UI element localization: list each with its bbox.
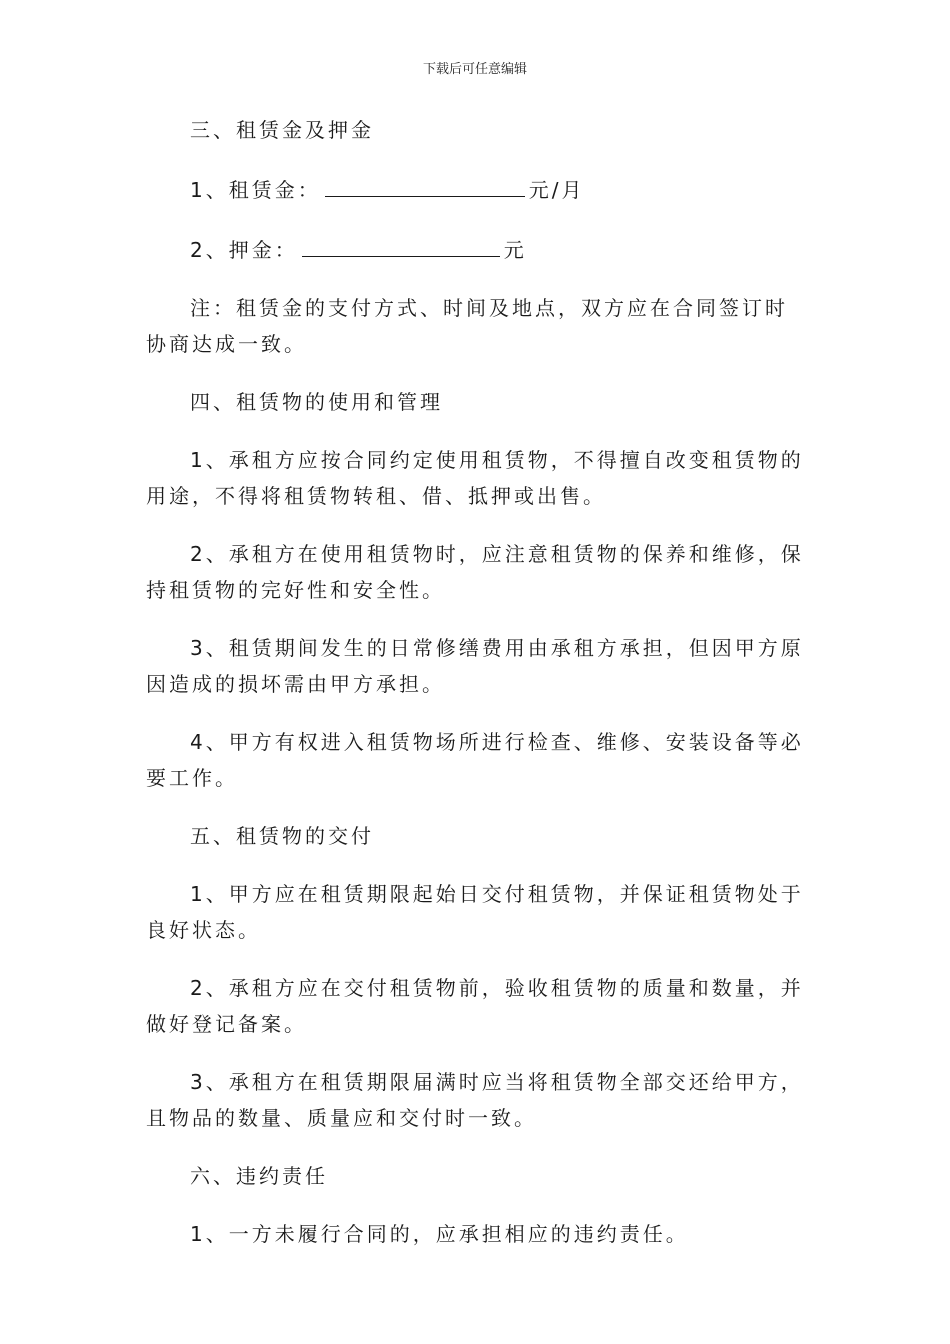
deposit-line — [146, 230, 808, 268]
section-title-rent-deposit: 三、租赁金及押金 — [190, 118, 374, 142]
rent-unit: 元/月 — [528, 178, 585, 202]
section-title-liability: 六、违约责任 — [190, 1164, 328, 1188]
clause-4-2: 2、承租方在使用租赁物时，应注意租赁物的保养和维修，保持租赁物的完好性和安全性。 — [146, 542, 804, 602]
clause-5-1: 1、甲方应在租赁期限起始日交付租赁物，并保证租赁物处于良好状态。 — [146, 882, 804, 942]
rent-amount-blank[interactable] — [325, 170, 525, 197]
rent-label: 1、租赁金： — [190, 178, 321, 202]
clause-6-1: 1、一方未履行合同的，应承担相应的违约责任。 — [190, 1222, 689, 1246]
document-body — [146, 112, 808, 1274]
clause-4-1: 1、承租方应按合同约定使用租赁物，不得擅自改变租赁物的用途，不得将租赁物转租、借、抵押或出售。 — [146, 448, 804, 508]
header-note: 下载后可任意编辑 — [422, 62, 527, 77]
clause-5-2: 2、承租方应在交付租赁物前，验收租赁物的质量和数量，并做好登记备案。 — [146, 976, 804, 1036]
section-title-delivery: 五、租赁物的交付 — [190, 824, 374, 848]
rent-line — [146, 170, 808, 208]
deposit-label: 2、押金： — [190, 238, 298, 262]
clause-4-3: 3、租赁期间发生的日常修缮费用由承租方承担，但因甲方原因造成的损坏需由甲方承担。 — [146, 636, 804, 696]
clause-5-3: 3、承租方在租赁期限届满时应当将租赁物全部交还给甲方，且物品的数量、质量应和交付时一致。 — [146, 1070, 804, 1130]
section-title-use-management: 四、租赁物的使用和管理 — [190, 390, 443, 414]
deposit-unit: 元 — [503, 238, 527, 262]
deposit-amount-blank[interactable] — [302, 230, 500, 257]
clause-4-4: 4、甲方有权进入租赁物场所进行检查、维修、安装设备等必要工作。 — [146, 730, 804, 790]
payment-note: 注：租赁金的支付方式、时间及地点，双方应在合同签订时协商达成一致。 — [146, 296, 788, 356]
